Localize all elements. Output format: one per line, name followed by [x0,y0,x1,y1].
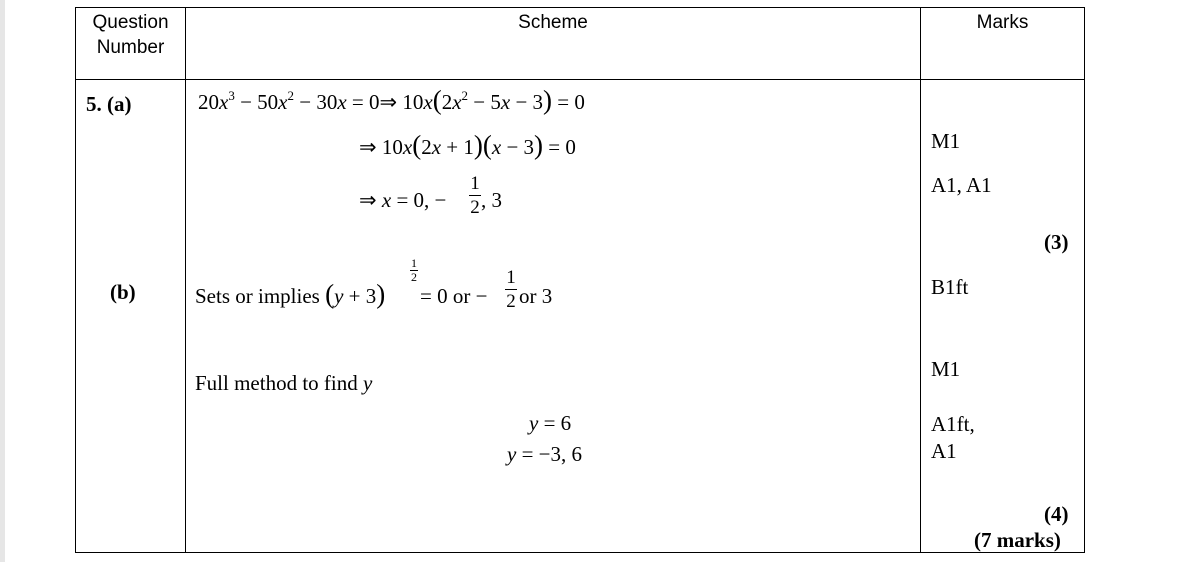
header-marks: Marks [976,12,1029,33]
part-b-answer-2: y = −3, 6 [507,442,583,466]
column-divider-1 [185,8,186,552]
part-b-mark-3: A1ft, [931,412,975,436]
part-b-equation-mid: = 0 or − [420,284,488,308]
part-b-answer-1: y = 6 [529,411,572,435]
part-a-label: 5. (a) [86,92,132,116]
header-question-number: Question Number [92,12,169,58]
part-b-exponent-fraction: 1 2 [411,256,417,284]
part-b-fraction: 1 2 [506,267,516,312]
part-b-method-text: Full method to find y [195,371,373,395]
part-b-mark-4: A1 [931,439,957,463]
part-a-mark-1: M1 [931,129,961,153]
part-a-equation-3-right: , 3 [481,188,502,212]
header-divider [76,79,1084,80]
part-a-equation-1: $20x^3 - 50x^2 - 30x$ = 0⇒ $10x(2x^2 - 5x - 3) = 0$ [198,85,585,115]
header-scheme: Scheme [518,12,588,33]
part-b-equation-left: Sets or implies (y + 3) [195,279,386,309]
part-b-mark-1: B1ft [931,275,969,299]
part-b-total: (4) [1044,502,1069,526]
grand-total: (7 marks) [974,528,1061,552]
part-a-mark-2: A1, A1 [931,173,992,197]
part-a-total: (3) [1044,230,1069,254]
mark-scheme-table [75,7,1085,553]
part-a-fraction: 1 2 [470,173,480,218]
part-a-equation-3-left: ⇒ x = 0, − [359,188,447,212]
column-divider-2 [920,8,921,552]
part-b-label: (b) [110,280,136,304]
part-b-equation-right: or 3 [519,284,553,308]
part-b-mark-2: M1 [931,357,961,381]
left-margin-bar [0,0,5,562]
part-a-equation-2: ⇒ 10x(2x + 1)(x − 3) = 0 [359,130,576,160]
